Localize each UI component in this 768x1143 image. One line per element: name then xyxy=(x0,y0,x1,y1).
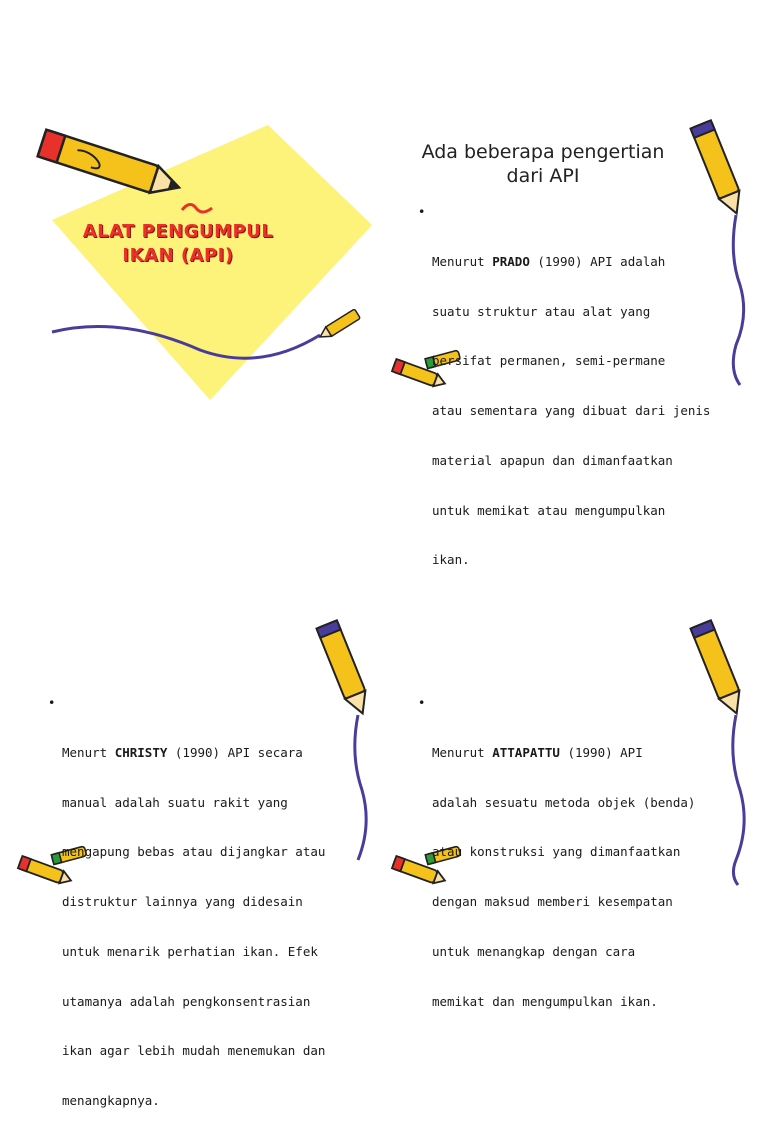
bullet-line: material apapun dan dimanfaatkan xyxy=(432,452,673,468)
squiggle-line xyxy=(733,215,743,385)
bullet-line: untuk memikat atau mengumpulkan xyxy=(432,502,666,518)
small-pencil-icon xyxy=(317,309,360,342)
bullet-attapattu xyxy=(418,695,696,1043)
title-line-1: ALAT PENGUMPUL xyxy=(82,221,274,242)
slide-title-text xyxy=(78,220,278,268)
bullet-line: untuk menarik perhatian ikan. Efek xyxy=(62,943,318,959)
bullet-line: menangkapnya. xyxy=(62,1093,160,1109)
bullet-line: manual adalah suatu rakit yang xyxy=(62,794,288,810)
vertical-pencil-icon xyxy=(690,620,746,717)
large-pencil-icon xyxy=(38,130,184,201)
bullet-dot: • xyxy=(48,695,56,710)
bullet-line: atau konstruksi yang dimanfaatkan xyxy=(432,844,681,860)
bullet-line: memikat dan mengumpulkan ikan. xyxy=(432,993,658,1009)
bullet-first-line: (1990) API secara xyxy=(167,744,303,760)
bullet-dot: • xyxy=(418,695,426,710)
heading-line-1: Ada beberapa pengertian xyxy=(421,141,665,163)
bullet-line: ikan agar lebih mudah menemukan dan xyxy=(62,1043,326,1059)
title-line-2: IKAN (API) xyxy=(122,245,234,266)
slide-attapattu xyxy=(384,610,768,1009)
bullet-line: atau sementara yang dibuat dari jenis xyxy=(432,403,711,419)
bullet-line: adalah sesuatu metoda objek (benda) xyxy=(432,794,696,810)
slide-heading xyxy=(398,140,688,188)
author-name: ATTAPATTU xyxy=(492,744,560,760)
vertical-pencil-icon xyxy=(690,120,746,217)
bullet-line: distruktur lainnya yang didesain xyxy=(62,894,303,910)
bullet-line: ikan. xyxy=(432,552,470,568)
bullet-first-line: (1990) API xyxy=(559,744,643,760)
slide-title xyxy=(0,100,384,420)
author-name: PRADO xyxy=(492,253,530,269)
squiggle-line xyxy=(355,715,366,860)
bullet-prefix: Menurut xyxy=(432,744,493,760)
bullet-line: bersifat permanen, semi-permane xyxy=(432,353,666,369)
bullet-line: suatu struktur atau alat yang xyxy=(432,303,651,319)
bullet-line: utamanya adalah pengkonsentrasian xyxy=(62,993,311,1009)
bullet-prefix: Menurut xyxy=(432,253,493,269)
bullet-prefix: Menurt xyxy=(62,744,115,760)
bullet-dot: • xyxy=(418,204,426,219)
slide-prado xyxy=(384,100,768,568)
bullet-christy xyxy=(48,695,326,1143)
bullet-line: dengan maksud memberi kesempatan xyxy=(432,894,673,910)
author-name: CHRISTY xyxy=(114,744,168,760)
bullet-line: mengapung bebas atau dijangkar atau xyxy=(62,844,326,860)
slide-christy xyxy=(0,610,384,1109)
bullet-line: untuk menangkap dengan cara xyxy=(432,943,636,959)
bullet-first-line: (1990) API adalah xyxy=(529,253,666,269)
squiggle-line xyxy=(733,715,744,885)
heading-line-2: dari API xyxy=(506,165,580,187)
bullet-prado xyxy=(418,204,711,602)
